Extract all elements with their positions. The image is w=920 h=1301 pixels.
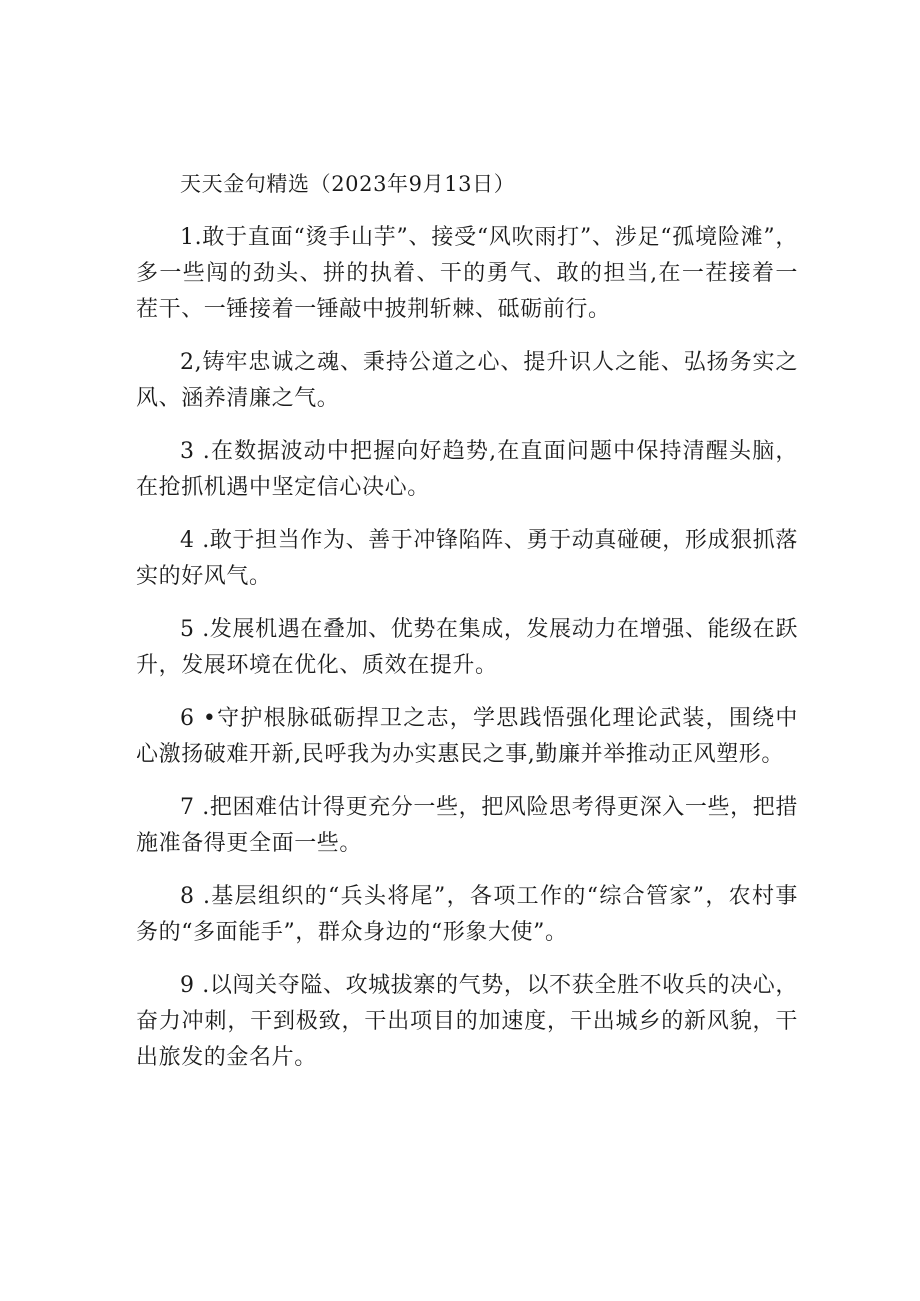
paragraph-1: 1.敢于直面“烫手山芋”、接受“风吹雨打”、涉足“孤境险滩”，多一些闯的劲头、拼的执着、干的勇气、敢的担当,在一茬接着一茬干、一锤接着一锤敲中披荆斩棘、砥砺前行。 [136,225,798,322]
paragraph-3: 3 .在数据波动中把握向好趋势,在直面问题中保持清醒头脑，在抢抓机遇中坚定信心决心。 [136,439,798,500]
paragraph-2: 2,铸牢忠诚之魂、秉持公道之心、提升识人之能、弘扬务实之风、涵养清廉之气。 [136,350,798,411]
paragraph-4: 4 .敢于担当作为、善于冲锋陷阵、勇于动真碰硬，形成狠抓落实的好风气。 [136,528,798,589]
paragraph-9: 9 .以闯关夺隘、攻城拔寨的气势，以不获全胜不收兵的决心，奋力冲刺，干到极致，干出项目的加速度，干出城乡的新风貌，干出旅发的金名片。 [136,973,798,1070]
paragraph-8: 8 .基层组织的“兵头将尾”，各项工作的“综合管家”，农村事务的“多面能手”，群众身边的“形象大使”。 [136,884,798,945]
document-title: 天天金句精选（2023年9月13日） [180,172,516,196]
paragraph-5: 5 .发展机遇在叠加、优势在集成，发展动力在增强、能级在跃升，发展环境在优化、质效在提升。 [136,617,798,678]
paragraph-7: 7 .把困难估计得更充分一些，把风险思考得更深入一些，把措施准备得更全面一些。 [136,795,798,856]
document-body [136,166,798,1093]
paragraph-6: 6 •守护根脉砥砺捍卫之志，学思践悟强化理论武装，围绕中心激扬破难开新,民呼我为办实惠民之事,勤廉并举推动正风塑形。 [136,706,798,767]
